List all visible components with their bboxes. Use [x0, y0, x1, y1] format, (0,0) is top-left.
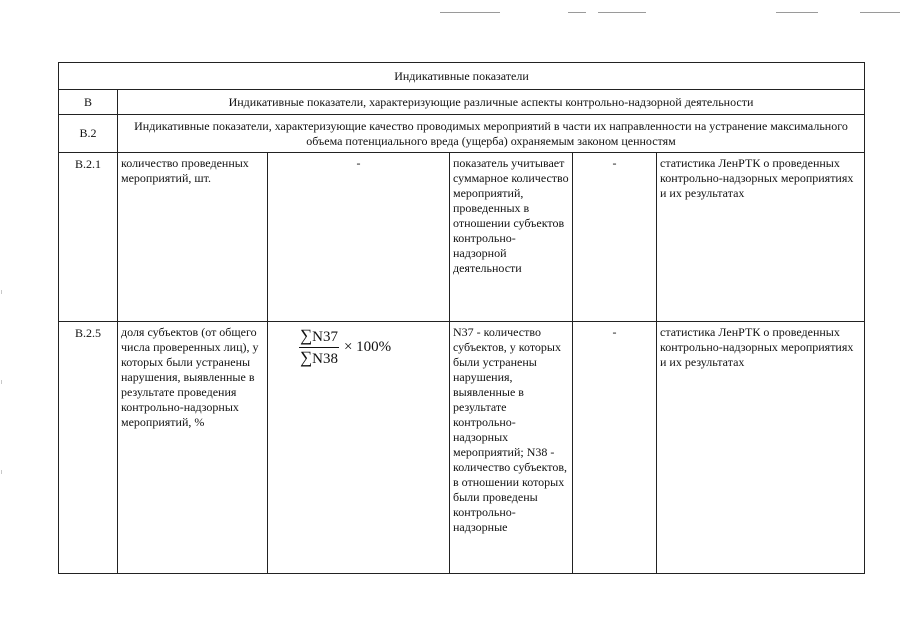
indicator-source: статистика ЛенРТК о проведенных контрольно-надзорных мероприятиях и их результатах	[657, 153, 865, 322]
indicator-source: статистика ЛенРТК о проведенных контрольно-надзорных мероприятиях и их результатах	[657, 322, 865, 574]
indicator-name: доля субъектов (от общего числа проверенных лиц), у которых были устранены нарушения, выявленные в результате проведения контрольно-надзорных мероприятий, %	[118, 322, 268, 574]
indicator-formula	[268, 322, 450, 574]
scan-edge-mark	[1, 380, 2, 384]
formula-fraction	[299, 327, 339, 368]
indicator-comment: N37 - количество субъектов, у которых были устранены нарушения, выявленные в результате контрольно-надзорных мероприятий; N38 - количество субъектов, в отношении которых были проведены контрольно-надзорные	[450, 322, 573, 574]
table-title: Индикативные показатели	[59, 63, 865, 90]
scan-mark	[776, 12, 818, 13]
scan-edge-mark	[1, 470, 2, 474]
formula-denominator	[299, 348, 339, 368]
sum-symbol: ∑	[300, 326, 313, 345]
subsection-row	[59, 115, 865, 153]
scan-mark	[860, 12, 900, 13]
subsection-code: В.2	[59, 115, 118, 153]
indicator-comment: показатель учитывает суммарное количество мероприятий, проведенных в отношении субъектов контрольно-надзорной деятельности	[450, 153, 573, 322]
table-row	[59, 153, 865, 322]
indicator-name: количество проведенных мероприятий, шт.	[118, 153, 268, 322]
denominator-var: N38	[312, 351, 338, 367]
table-row	[59, 322, 865, 574]
formula-numerator	[299, 327, 339, 348]
indicator-value: -	[573, 322, 657, 574]
section-text: Индикативные показатели, характеризующие различные аспекты контрольно-надзорной деятельности	[118, 90, 865, 115]
subsection-text: Индикативные показатели, характеризующие качество проводимых мероприятий в части их направленности на устранение максимального объема потенциального вреда (ущерба) охраняемым законом ценностям	[118, 115, 865, 153]
scan-mark	[440, 12, 500, 13]
formula-suffix: × 100%	[343, 339, 392, 355]
sum-symbol: ∑	[300, 348, 313, 367]
scan-edge-mark	[1, 290, 2, 294]
section-code: В	[59, 90, 118, 115]
indicator-formula: -	[268, 153, 450, 322]
formula-expression	[299, 327, 446, 368]
indicator-value: -	[573, 153, 657, 322]
indicator-code: В.2.1	[59, 153, 118, 322]
numerator-var: N37	[312, 329, 338, 345]
indicator-code: В.2.5	[59, 322, 118, 574]
scan-mark	[568, 12, 586, 13]
section-row	[59, 90, 865, 115]
table-title-row	[59, 63, 865, 90]
scan-mark	[598, 12, 646, 13]
indicators-table	[58, 62, 865, 574]
